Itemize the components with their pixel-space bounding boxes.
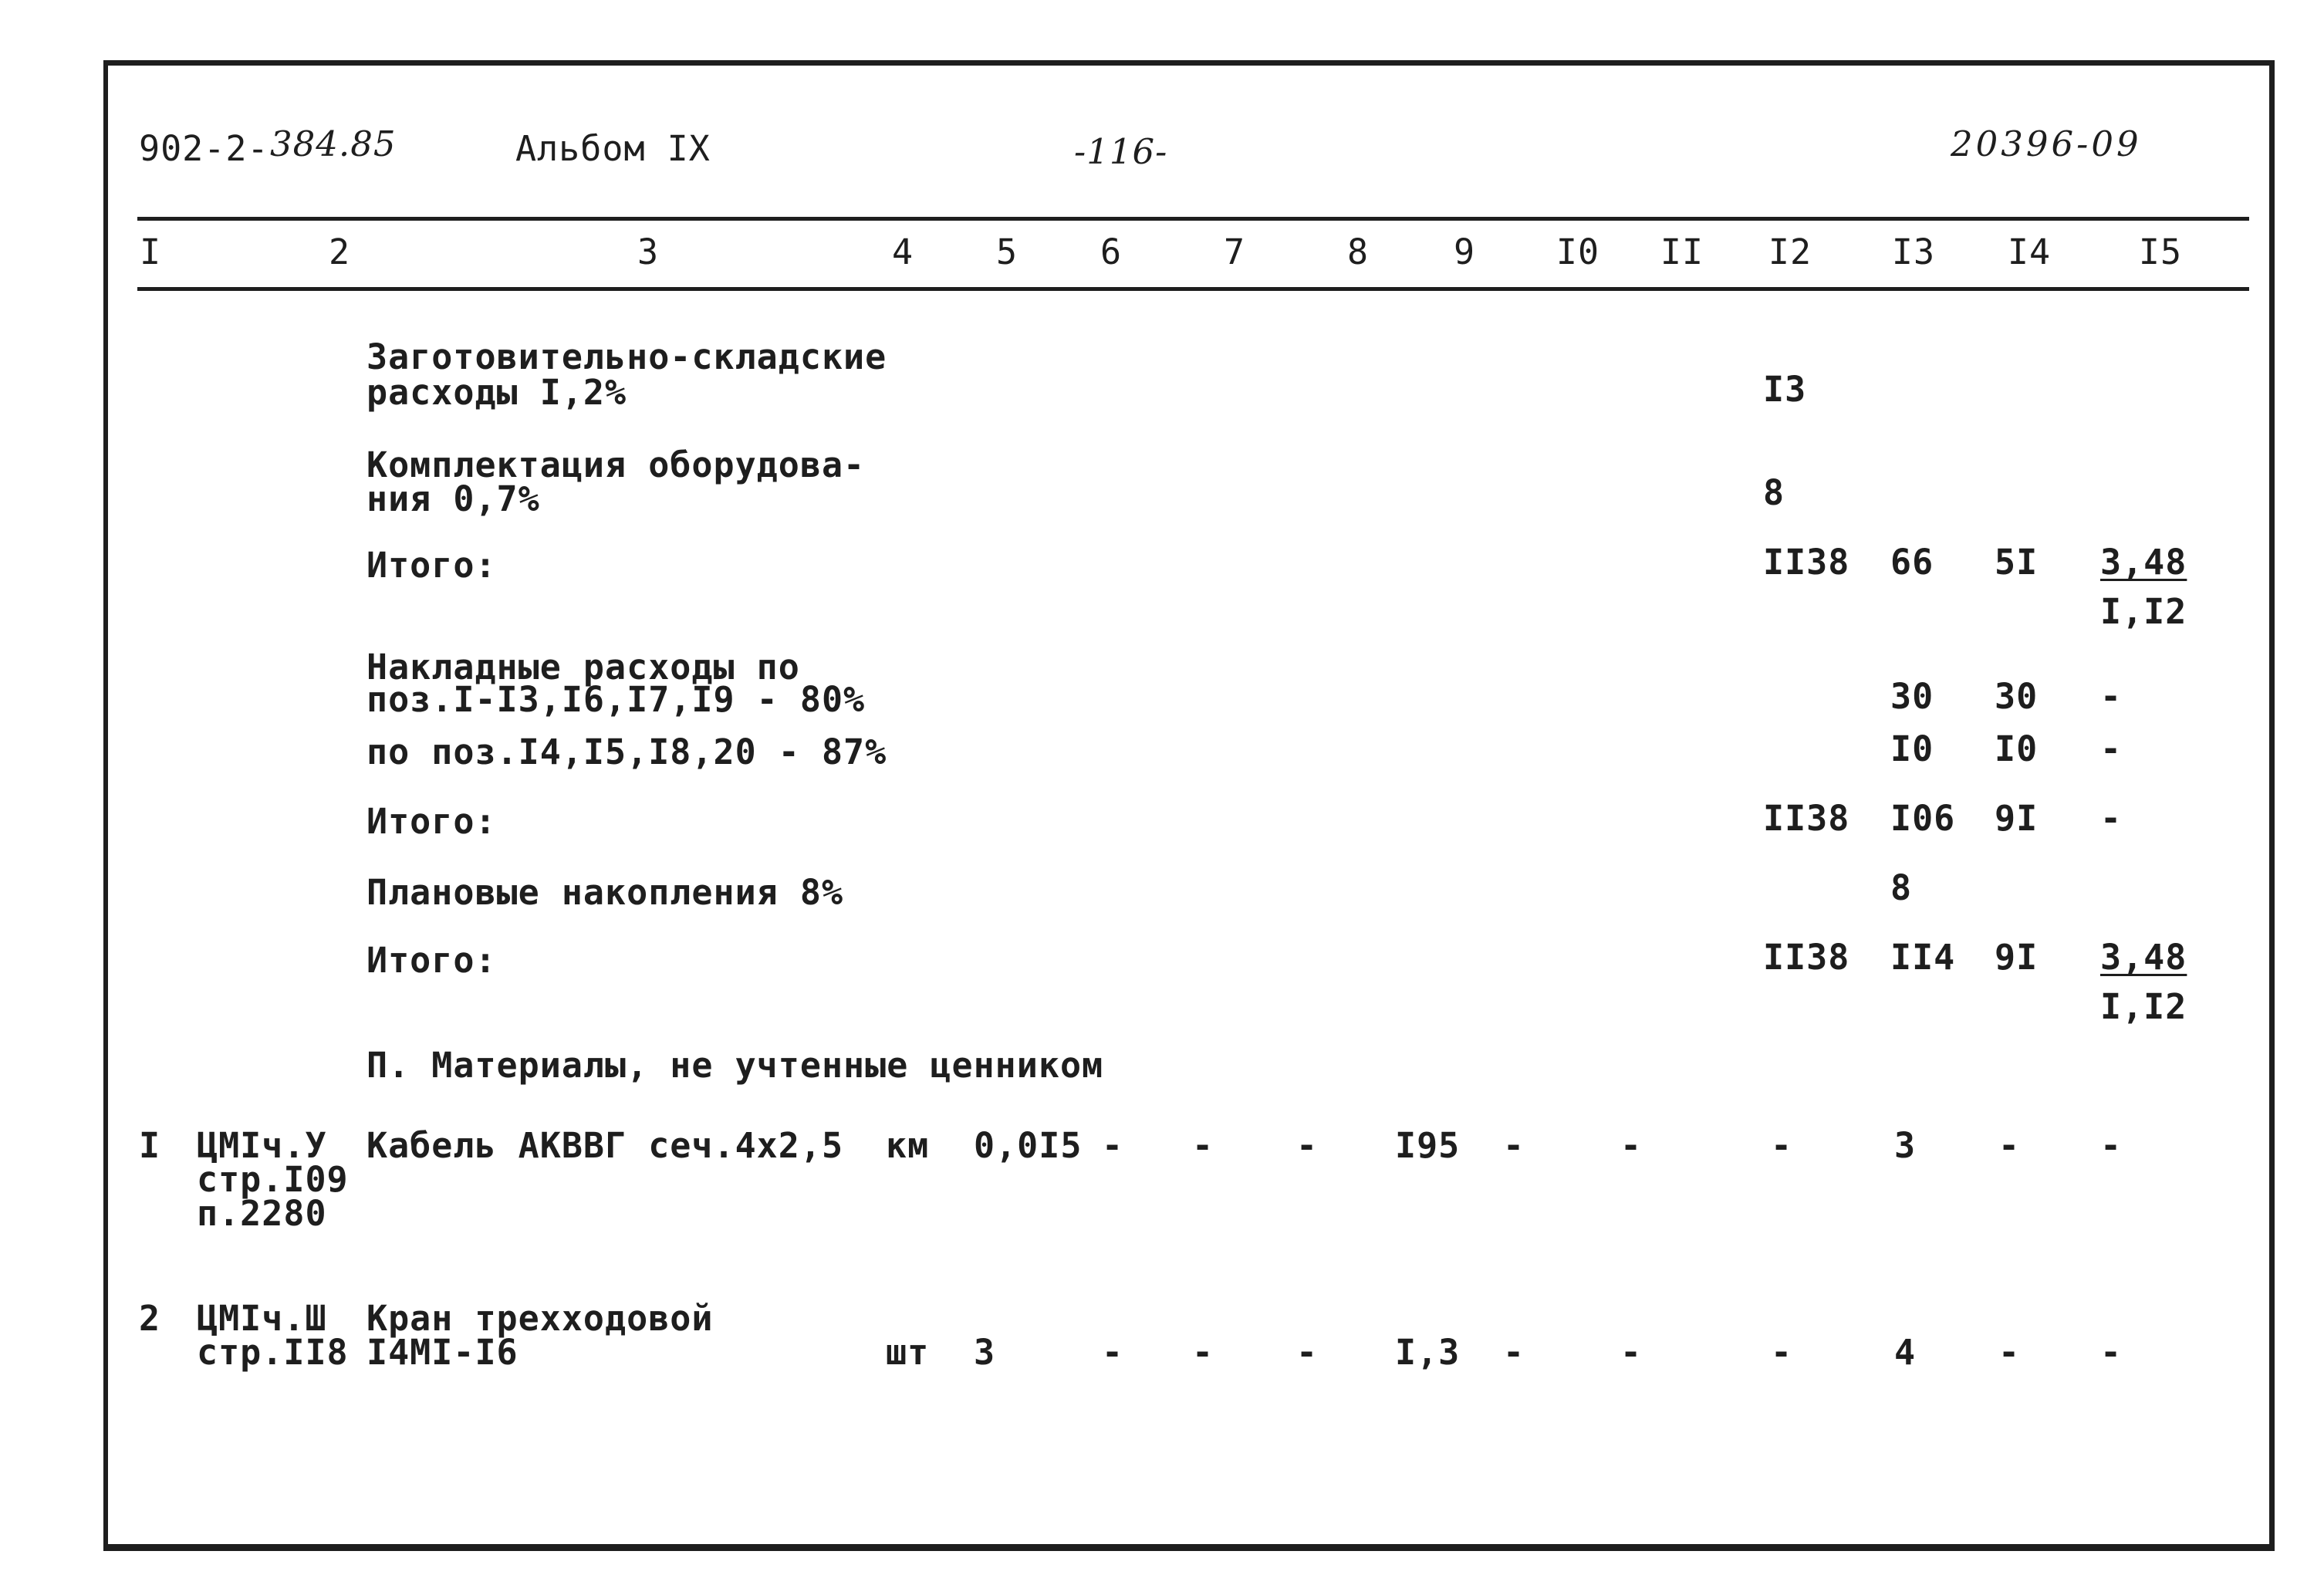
album-label: Альбом IX bbox=[515, 128, 711, 169]
item-col15: - bbox=[2100, 1125, 2123, 1166]
item-col15: - bbox=[2100, 1332, 2123, 1373]
overhead-line2-col14: 30 bbox=[1995, 676, 2039, 717]
item-reference-line2: стр.I09 bbox=[197, 1159, 349, 1200]
overhead-label-line3: по поз.I4,I5,I8,20 - 87% bbox=[367, 732, 887, 772]
item-col12: - bbox=[1771, 1125, 1793, 1166]
item-number: 2 bbox=[139, 1298, 161, 1339]
item-col14: - bbox=[1998, 1332, 2021, 1373]
total1-col12: II38 bbox=[1763, 542, 1850, 583]
item-unit: шт bbox=[886, 1332, 930, 1373]
item-col6: - bbox=[1102, 1125, 1124, 1166]
equipment-label-line2: ния 0,7% bbox=[367, 478, 540, 519]
item-col11: - bbox=[1620, 1125, 1643, 1166]
item-quantity: 3 bbox=[974, 1332, 996, 1373]
procurement-col12: I3 bbox=[1763, 369, 1807, 410]
column-number: 5 bbox=[995, 231, 1018, 272]
column-number: I3 bbox=[1891, 231, 1936, 272]
item-col13: 3 bbox=[1894, 1125, 1917, 1166]
column-number: I5 bbox=[2138, 231, 2183, 272]
overhead-label-line2: поз.I-I3,I6,I7,I9 - 80% bbox=[367, 679, 866, 720]
column-number: I4 bbox=[2007, 231, 2052, 272]
item-name-line2: I4МI-I6 bbox=[367, 1332, 519, 1373]
item-col10: - bbox=[1503, 1332, 1525, 1373]
item-col13: 4 bbox=[1894, 1332, 1917, 1373]
column-number: I bbox=[139, 231, 162, 272]
item-col7: - bbox=[1192, 1332, 1214, 1373]
item-unit: км bbox=[886, 1125, 930, 1166]
column-number: 2 bbox=[328, 231, 351, 272]
item-col10: - bbox=[1503, 1125, 1525, 1166]
column-number: 7 bbox=[1223, 231, 1246, 272]
total2-col12: II38 bbox=[1763, 798, 1850, 839]
item-col12: - bbox=[1771, 1332, 1793, 1373]
archive-stamp: 20396-09 bbox=[1951, 123, 2142, 164]
total2-label: Итого: bbox=[367, 801, 497, 842]
page-number: -116- bbox=[1074, 131, 1168, 172]
equipment-label-line1: Комплектация оборудова- bbox=[367, 444, 866, 485]
column-number: 6 bbox=[1100, 231, 1123, 272]
total2-col14: 9I bbox=[1995, 798, 2039, 839]
procurement-label-line1: Заготовительно-складские bbox=[367, 336, 887, 377]
total3-col14: 9I bbox=[1995, 937, 2039, 978]
total1-col13: 66 bbox=[1890, 542, 1934, 583]
overhead-label-line1: Накладные расходы по bbox=[367, 647, 800, 688]
item-reference-line3: п.2280 bbox=[197, 1193, 327, 1234]
section-title: П. Материалы, не учтенные ценником bbox=[367, 1045, 1104, 1086]
item-col8: - bbox=[1296, 1125, 1319, 1166]
item-col14: - bbox=[1998, 1125, 2021, 1166]
header-rule-top bbox=[137, 217, 2249, 221]
header-rule-bottom bbox=[137, 287, 2249, 291]
column-number: I2 bbox=[1768, 231, 1812, 272]
document-code: 902-2- bbox=[139, 128, 269, 169]
item-col8: - bbox=[1296, 1332, 1319, 1373]
total2-col13: I06 bbox=[1890, 798, 1956, 839]
total2-col15: - bbox=[2100, 798, 2123, 839]
overhead-line3-col14: I0 bbox=[1995, 728, 2039, 769]
planned-savings-col13: 8 bbox=[1890, 867, 1913, 908]
total1-label: Итого: bbox=[367, 545, 497, 586]
item-reference-line1: ЦМIч.Ш bbox=[197, 1298, 327, 1339]
total1-col14: 5I bbox=[1995, 542, 2039, 583]
item-number: I bbox=[139, 1125, 161, 1166]
overhead-line3-col15: - bbox=[2100, 728, 2123, 769]
item-col9: I95 bbox=[1395, 1125, 1461, 1166]
item-col7: - bbox=[1192, 1125, 1214, 1166]
item-col6: - bbox=[1102, 1332, 1124, 1373]
total3-col15-numerator: 3,48 bbox=[2100, 937, 2187, 978]
column-number: 4 bbox=[891, 231, 914, 272]
overhead-line2-col13: 30 bbox=[1890, 676, 1934, 717]
item-reference-line2: стр.II8 bbox=[197, 1332, 349, 1373]
planned-savings-label: Плановые накопления 8% bbox=[367, 872, 844, 913]
equipment-col12: 8 bbox=[1763, 472, 1785, 513]
column-number: 8 bbox=[1346, 231, 1370, 272]
procurement-label-line2: расходы I,2% bbox=[367, 372, 627, 413]
item-col9: I,3 bbox=[1395, 1332, 1461, 1373]
total3-col15-denominator: I,I2 bbox=[2100, 986, 2187, 1027]
column-number: 9 bbox=[1453, 231, 1476, 272]
item-col11: - bbox=[1620, 1332, 1643, 1373]
total1-col15-denominator: I,I2 bbox=[2100, 591, 2187, 632]
column-number: I0 bbox=[1556, 231, 1600, 272]
total3-col13: II4 bbox=[1890, 937, 1956, 978]
total3-col12: II38 bbox=[1763, 937, 1850, 978]
total3-label: Итого: bbox=[367, 940, 497, 981]
total1-col15-numerator: 3,48 bbox=[2100, 542, 2187, 583]
item-name: Кабель АКВВГ сеч.4х2,5 bbox=[367, 1125, 844, 1166]
overhead-line3-col13: I0 bbox=[1890, 728, 1934, 769]
document-code-handwritten: 384.85 bbox=[270, 123, 397, 164]
item-name-line1: Кран трехходовой bbox=[367, 1298, 714, 1339]
column-number: II bbox=[1660, 231, 1704, 272]
item-reference-line1: ЦМIч.У bbox=[197, 1125, 327, 1166]
column-number: 3 bbox=[637, 231, 660, 272]
overhead-line2-col15: - bbox=[2100, 676, 2123, 717]
item-quantity: 0,0I5 bbox=[974, 1125, 1083, 1166]
